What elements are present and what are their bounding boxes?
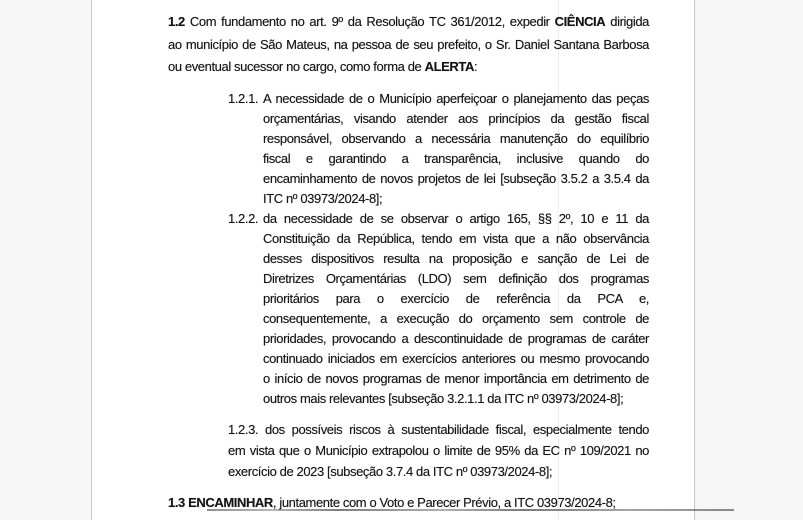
text-line: em vista que o Município extrapolou o limite de 95% da EC nº 109/2021 no bbox=[228, 442, 649, 458]
text-line: ao município de São Mateus, na pessoa de seu prefeito, o Sr. Daniel Santana Barbosa bbox=[168, 36, 649, 52]
text-segment: da necessidade de se observar o artigo 165, §§ 2º, 10 e 11 da bbox=[263, 210, 649, 226]
text-line: 1.2 Com fundamento no art. 9º da Resolução TC 361/2012, expedir CIÊNCIA dirigida bbox=[168, 14, 649, 29]
text-line bbox=[228, 209, 649, 229]
text-line: prioritários para o exercício de referência da PCA e, bbox=[263, 290, 649, 306]
text-line: 1.3 ENCAMINHAR, juntamente com o Voto e Parecer Prévio, a ITC 03973/2024-8; bbox=[168, 494, 616, 510]
document-page bbox=[91, 0, 695, 520]
text-line: responsável, observando a necessária manutenção do equilíbrio bbox=[263, 130, 649, 146]
text-line: ITC nº 03973/2024-8]; bbox=[263, 190, 383, 206]
text-line: outros mais relevantes [subseção 3.2.1.1 da ITC nº 03973/2024-8]; bbox=[263, 390, 624, 406]
text-line: 1.2.3. dos possíveis riscos à sustentabilidade fiscal, especialmente tendo bbox=[228, 421, 649, 437]
text-line: consequentemente, a execução do orçamento sem controle de bbox=[263, 310, 649, 326]
paragraph-1-3 bbox=[168, 492, 649, 514]
text-segment: A necessidade de o Município aperfeiçoar o planejamento das peças bbox=[263, 90, 649, 106]
list-item-1-2-1 bbox=[168, 89, 649, 209]
text-line: fiscal e garantindo a transparência, inclusive quando do bbox=[263, 150, 649, 166]
text-line: desses dispositivos resulta na proposição e sanção de Lei de bbox=[263, 250, 649, 266]
item-number: 1.2.2. bbox=[228, 210, 259, 226]
text-line: prioridades, provocando a descontinuidade de programas de caráter bbox=[263, 330, 649, 346]
text-line: encaminhamento de novos projetos de lei [subseção 3.5.2 a 3.5.4 da bbox=[263, 170, 649, 186]
text-line: exercício de 2023 [subseção 3.7.4 da ITC nº 03973/2024-8]; bbox=[228, 463, 553, 479]
text-line: o início de novos programas de menor importância em detrimento de bbox=[263, 370, 649, 386]
text-line: Diretrizes Orçamentárias (LDO) sem definição dos programas bbox=[263, 270, 649, 286]
text-line: orçamentárias, visando atender aos princípios da gestão fiscal bbox=[263, 110, 649, 126]
text-line: ou eventual sucessor no cargo, como forma de ALERTA: bbox=[168, 59, 478, 74]
paragraph-1-2 bbox=[168, 11, 649, 79]
text-line: continuado iniciados em exercícios anteriores ou mesmo provocando bbox=[263, 350, 649, 366]
item-number: 1.2.1. bbox=[228, 90, 259, 106]
text-line bbox=[228, 89, 649, 109]
list-item-1-2-3 bbox=[168, 419, 649, 482]
list-item-1-2-2 bbox=[168, 209, 649, 409]
page-content bbox=[168, 0, 649, 514]
text-line: Constituição da República, tendo em vista que a não observância bbox=[263, 230, 649, 246]
